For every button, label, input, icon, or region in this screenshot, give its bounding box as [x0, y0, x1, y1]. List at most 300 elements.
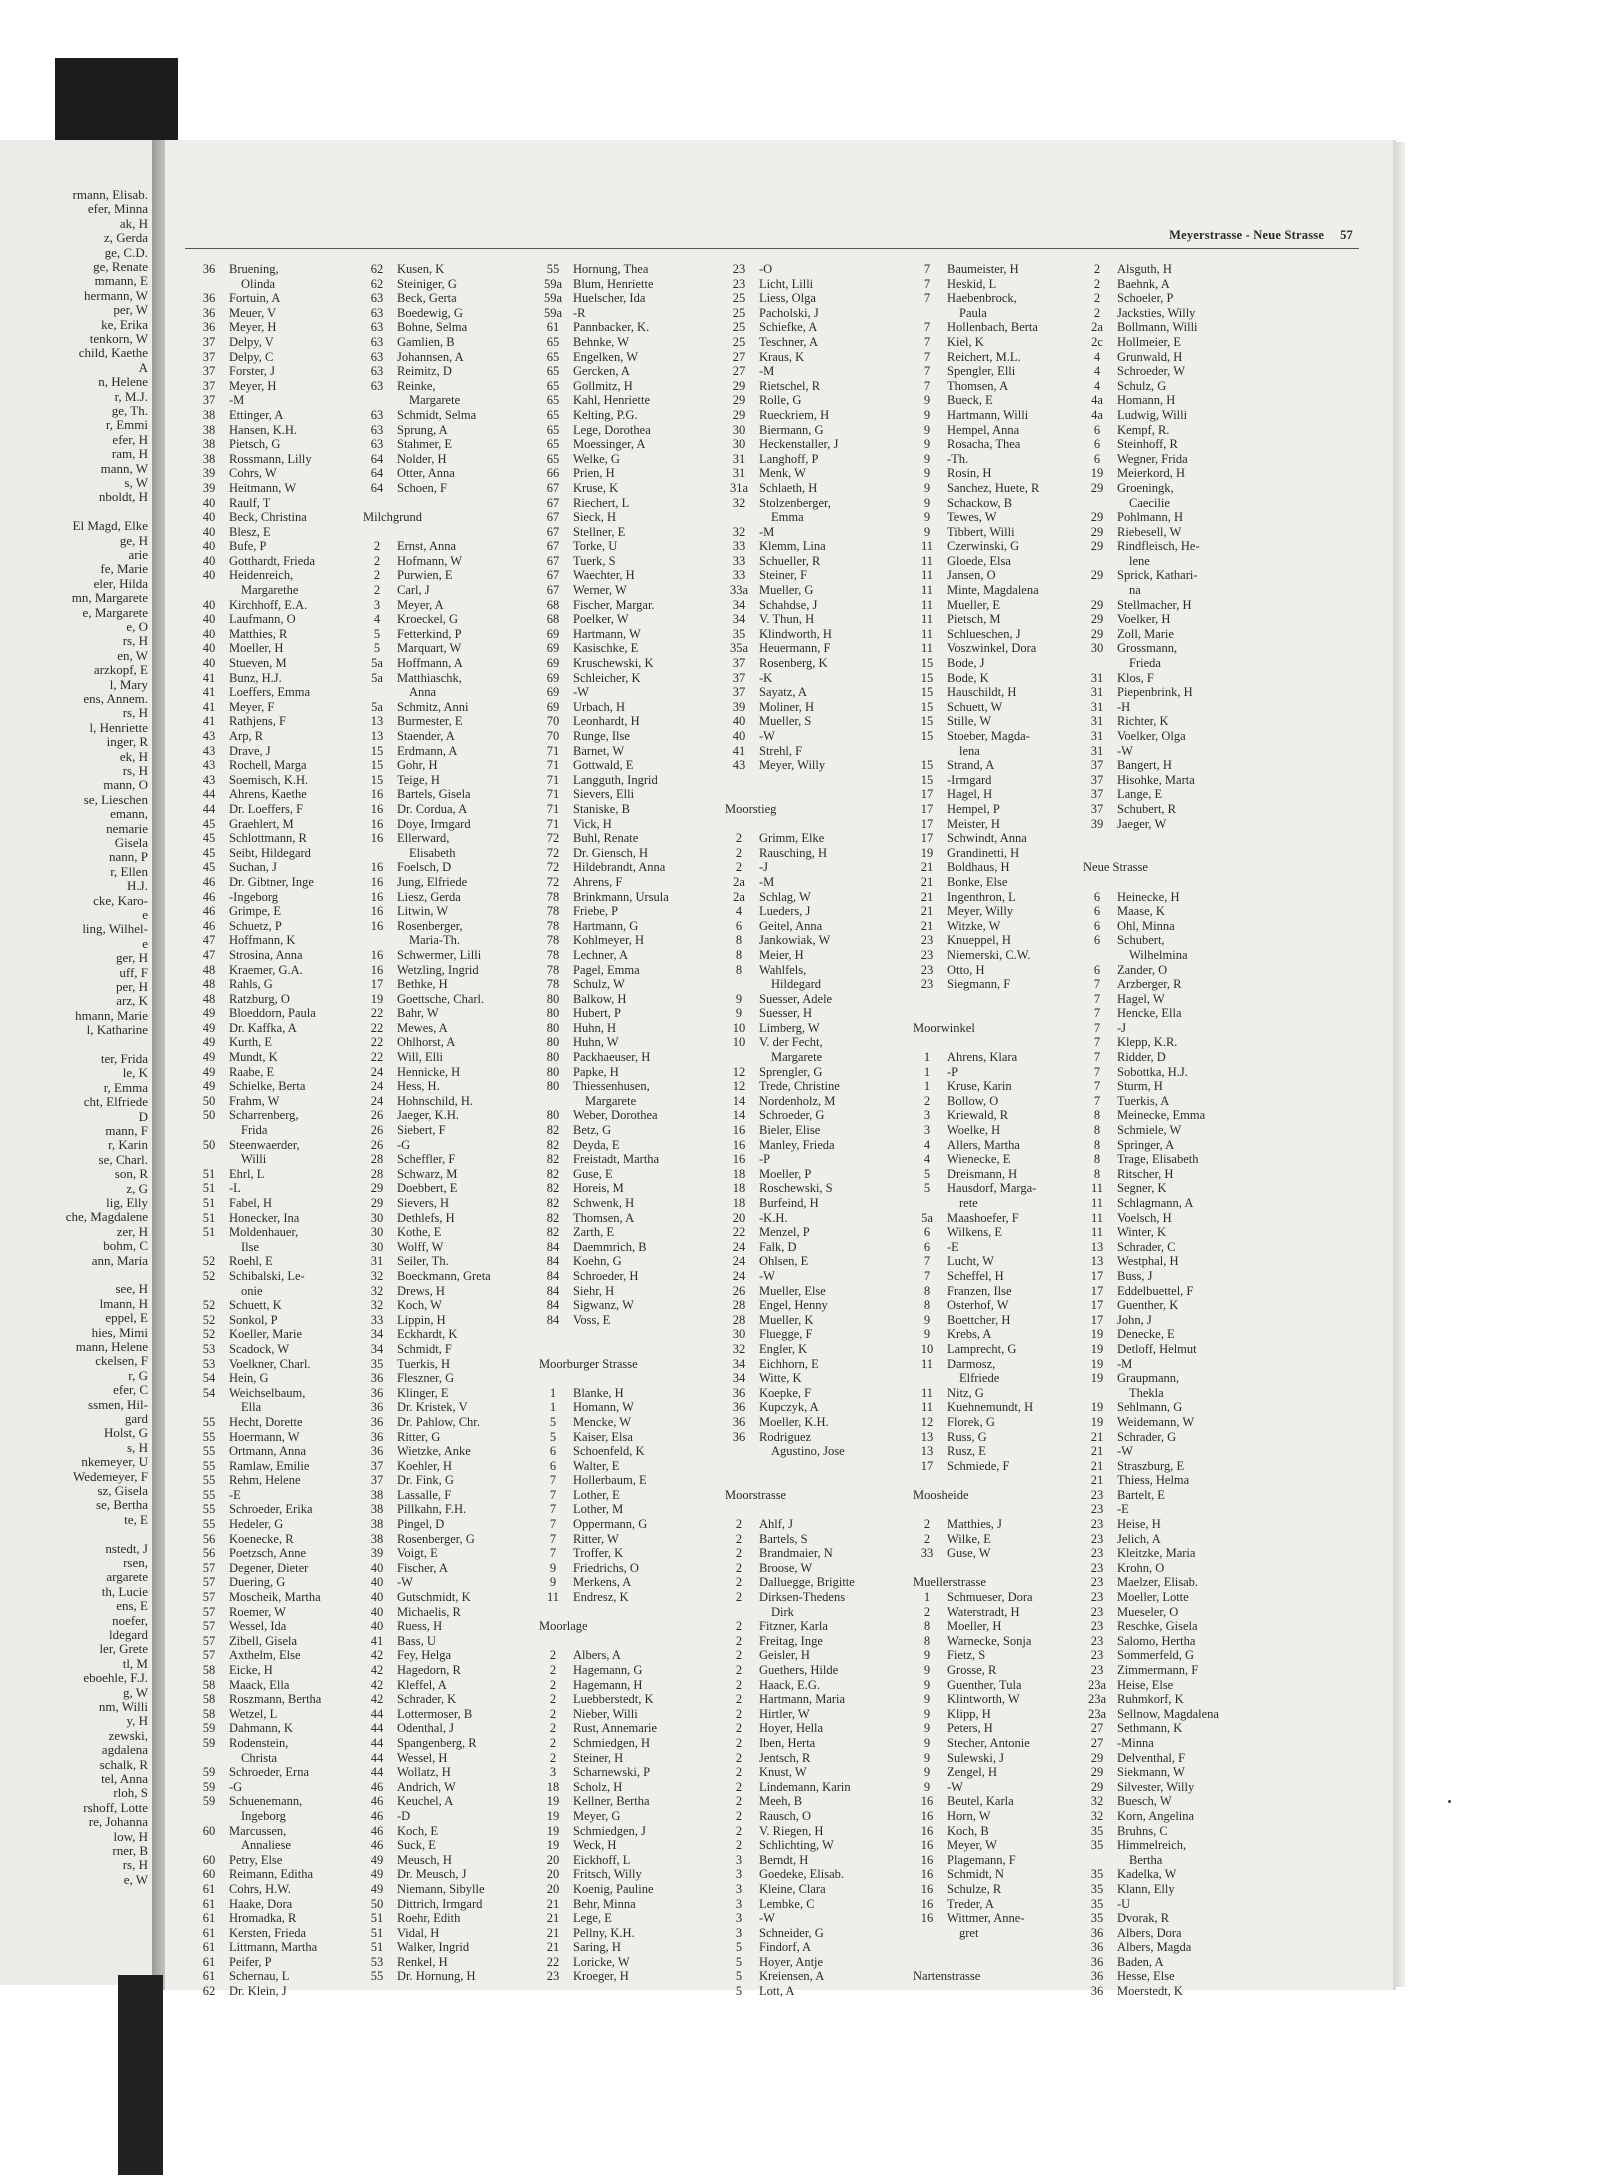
resident-name: Graehlert, M	[229, 816, 294, 831]
resident-name: Riechert, L	[573, 495, 630, 510]
house-number: 11	[920, 597, 934, 612]
resident-name: onie	[241, 1283, 263, 1298]
house-number: 29	[1090, 480, 1104, 495]
resident-name: Osterhof, W	[947, 1298, 1009, 1313]
resident-name: Bunz, H.J.	[229, 670, 282, 685]
resident-name: Strand, A	[947, 758, 995, 773]
resident-name: Mundt, K	[229, 1050, 278, 1065]
resident-name: Hess, H.	[397, 1079, 440, 1094]
resident-name: Hein, G	[229, 1371, 269, 1386]
left-page-line: nstedt, J	[105, 1540, 148, 1556]
house-number: 51	[370, 1940, 384, 1955]
resident-name: Roszmann, Bertha	[229, 1692, 322, 1707]
house-number: 3	[735, 1867, 743, 1882]
house-number: 6	[1093, 451, 1101, 466]
resident-name: Meusch, H	[397, 1852, 452, 1867]
resident-name: Gollmitz, H	[573, 378, 633, 393]
house-number: 23	[920, 962, 934, 977]
resident-name: Brandmaier, N	[759, 1546, 833, 1561]
resident-name: Kiel, K	[947, 334, 984, 349]
left-page-line: per, W	[113, 302, 148, 318]
resident-name: Dvorak, R	[1117, 1911, 1170, 1926]
house-number: 7	[923, 1268, 931, 1283]
resident-name: Meyer, Willy	[759, 758, 826, 773]
house-number: 36	[1090, 1969, 1104, 1984]
house-number: 2	[735, 1706, 743, 1721]
resident-name: Dittrich, Irmgard	[397, 1896, 483, 1911]
left-page-line: efer, C	[113, 1382, 148, 1398]
left-page-line: ter, Frida	[100, 1051, 148, 1066]
house-number: 29	[1090, 568, 1104, 583]
resident-name: Meinecke, Emma	[1117, 1108, 1206, 1123]
resident-name: Stueven, M	[229, 656, 287, 671]
house-number: 16	[370, 801, 384, 816]
resident-name: Tewes, W	[947, 510, 997, 525]
resident-name: Meyer, G	[573, 1808, 621, 1823]
house-number: 8	[923, 1633, 931, 1648]
house-number: 23	[1090, 1487, 1104, 1502]
resident-name: Buhl, Renate	[573, 831, 639, 846]
resident-name: Meuer, V	[229, 305, 277, 320]
house-number: 19	[1090, 1341, 1104, 1356]
house-number: 59	[202, 1765, 216, 1780]
resident-name: Rehm, Helene	[229, 1473, 301, 1488]
house-number: 40	[370, 1619, 384, 1634]
resident-name: Ettinger, A	[229, 407, 284, 422]
house-number: 60	[202, 1867, 216, 1882]
resident-name: Sigwanz, W	[573, 1298, 634, 1313]
left-page-line: sz, Gisela	[97, 1483, 148, 1498]
house-number: 2	[549, 1721, 557, 1736]
house-number: 5	[549, 1429, 557, 1444]
house-number: 15	[920, 772, 934, 787]
resident-name: Roehl, E	[229, 1254, 273, 1269]
house-number: 2	[549, 1692, 557, 1707]
house-number: 78	[546, 933, 560, 948]
house-number: 59	[202, 1735, 216, 1750]
house-number: 3	[373, 597, 381, 612]
resident-name: Wittmer, Anne-	[947, 1911, 1025, 1926]
resident-name: -G	[229, 1779, 243, 1794]
house-number: 40	[202, 539, 216, 554]
house-number: 15	[920, 758, 934, 773]
resident-name: Hansen, K.H.	[229, 422, 298, 437]
resident-name: Kersten, Frieda	[229, 1925, 307, 1940]
house-number: 35	[1090, 1838, 1104, 1853]
left-page-line: ssmen, Hil-	[88, 1396, 148, 1412]
resident-name: Waechter, H	[573, 568, 635, 583]
resident-name: Guenther, K	[1117, 1298, 1179, 1313]
house-number: 84	[546, 1239, 560, 1254]
house-number: 40	[202, 626, 216, 641]
resident-name: -P	[759, 1152, 771, 1167]
resident-name: Behnke, W	[573, 334, 630, 349]
resident-name: Waterstradt, H	[947, 1604, 1020, 1619]
resident-name: Foelsch, D	[397, 860, 452, 875]
resident-name: Kroeckel, G	[397, 612, 459, 627]
house-number: 23	[1090, 1590, 1104, 1605]
house-number: 33	[370, 1312, 384, 1327]
resident-name: Lembke, C	[759, 1896, 815, 1911]
house-number: 50	[202, 1137, 216, 1152]
resident-name: Arp, R	[229, 729, 264, 743]
resident-name: Troffer, K	[573, 1546, 624, 1561]
resident-name: Stellner, E	[573, 524, 626, 539]
house-number: 7	[1093, 977, 1101, 992]
house-number: 80	[546, 1006, 560, 1021]
resident-name: Schuetz, P	[229, 918, 282, 933]
resident-name: Kuehnemundt, H	[947, 1400, 1034, 1415]
resident-name: Grimm, Elke	[759, 831, 825, 846]
resident-name: Ritscher, H	[1117, 1166, 1174, 1181]
resident-name: Schlagmann, A	[1117, 1196, 1194, 1210]
house-number: 56	[202, 1531, 216, 1546]
resident-name: Hesse, Else	[1117, 1969, 1175, 1984]
house-number: 2	[735, 1765, 743, 1780]
resident-name: Sonkol, P	[229, 1312, 278, 1327]
resident-name: Renkel, H	[397, 1954, 448, 1969]
left-page-line: rs, H	[122, 1857, 148, 1873]
house-number: 7	[1093, 991, 1101, 1006]
resident-name: Ellerward,	[397, 831, 450, 846]
house-number: 24	[370, 1064, 384, 1079]
resident-name: Lott, A	[759, 1984, 795, 1999]
resident-name: John, J	[1117, 1312, 1152, 1327]
left-page-line: mann, F	[105, 1123, 148, 1138]
resident-name: Ingeborg	[241, 1808, 286, 1823]
resident-name: Daemmrich, B	[573, 1239, 647, 1254]
house-number: 11	[920, 1385, 934, 1400]
house-number: 29	[1090, 539, 1104, 554]
house-number: 24	[370, 1093, 384, 1108]
resident-name: Spangenberg, R	[397, 1735, 477, 1750]
house-number: 63	[370, 364, 384, 379]
resident-name: Westphal, H	[1117, 1254, 1179, 1269]
resident-name: Kurth, E	[229, 1035, 273, 1050]
resident-name: Doye, Irmgard	[397, 816, 471, 831]
resident-name: Geisler, H	[759, 1648, 810, 1663]
house-number: 26	[370, 1108, 384, 1123]
left-page-line: ge, C.D.	[104, 244, 148, 260]
house-number: 8	[735, 962, 743, 977]
house-number: 12	[732, 1079, 746, 1094]
left-page-line: te, E	[124, 1511, 148, 1527]
resident-name: Hagemann, H	[573, 1677, 643, 1692]
left-page-line: r, G	[128, 1367, 148, 1383]
house-number: 55	[202, 1458, 216, 1473]
resident-name: Raabe, E	[229, 1064, 275, 1079]
resident-name: Sayatz, A	[759, 685, 807, 700]
resident-name: Koch, W	[397, 1298, 442, 1313]
resident-name: Margarete	[585, 1093, 637, 1108]
house-number: 67	[546, 553, 560, 568]
resident-name: Klindworth, H	[759, 626, 832, 641]
house-number: 43	[202, 729, 216, 743]
resident-name: Burfeind, H	[759, 1196, 819, 1210]
house-number: 17	[1090, 1298, 1104, 1313]
house-number: 7	[923, 364, 931, 379]
binding-shadow-bottom	[118, 1975, 163, 2175]
resident-name: Mueller, S	[759, 714, 812, 729]
house-number: 21	[546, 1925, 560, 1940]
resident-name: Michaelis, R	[397, 1604, 461, 1619]
house-number: 23a	[1087, 1706, 1107, 1721]
house-number: 21	[546, 1940, 560, 1955]
resident-name: Zoll, Marie	[1117, 626, 1174, 641]
house-number: 7	[923, 276, 931, 291]
resident-name: Dr. Kristek, V	[397, 1400, 468, 1415]
resident-name: Haack, E.G.	[759, 1677, 821, 1692]
house-number: 7	[1093, 1079, 1101, 1094]
house-number: 80	[546, 991, 560, 1006]
house-number: 65	[546, 451, 560, 466]
resident-name: Doebbert, E	[397, 1181, 458, 1196]
resident-name: Drave, J	[229, 743, 271, 758]
resident-name: Wahlfels,	[759, 962, 807, 977]
resident-name: Sulewski, J	[947, 1750, 1004, 1765]
house-number: 2	[735, 1808, 743, 1823]
house-number: 61	[202, 1954, 216, 1969]
house-number: 58	[202, 1706, 216, 1721]
resident-name: Buesch, W	[1117, 1794, 1172, 1809]
left-page-line: rs, H	[122, 763, 148, 778]
house-number: 18	[546, 1779, 560, 1794]
house-number: 56	[202, 1546, 216, 1561]
house-number: 39	[370, 1546, 384, 1561]
resident-name: Voelker, H	[1117, 612, 1171, 627]
house-number: 58	[202, 1663, 216, 1677]
left-page-line: noefer,	[112, 1612, 148, 1628]
resident-name: Thomsen, A	[947, 378, 1009, 393]
house-number: 50	[202, 1093, 216, 1108]
resident-name: Riebesell, W	[1117, 524, 1182, 539]
left-page-line: s, H	[127, 1439, 148, 1455]
resident-name: Erdmann, A	[397, 743, 458, 758]
resident-name: Bode, J	[947, 656, 985, 671]
house-number: 37	[202, 364, 216, 379]
house-number: 84	[546, 1283, 560, 1298]
resident-name: Friedrichs, O	[573, 1560, 639, 1575]
house-number: 7	[549, 1502, 557, 1517]
house-number: 35	[1090, 1911, 1104, 1926]
house-number: 65	[546, 407, 560, 422]
resident-name: Hollerbaum, E	[573, 1473, 647, 1488]
resident-name: Wegner, Frida	[1117, 451, 1188, 466]
house-number: 30	[732, 1327, 746, 1342]
house-number: 10	[920, 1341, 934, 1356]
house-number: 15	[370, 772, 384, 787]
house-number: 2	[735, 845, 743, 860]
resident-name: Kraus, K	[759, 349, 805, 364]
left-page-line: ler, Grete	[99, 1641, 148, 1657]
page-edge	[1393, 142, 1405, 1987]
house-number: 33	[732, 539, 746, 554]
house-number: 80	[546, 1108, 560, 1123]
resident-name: Klepp, K.R.	[1117, 1035, 1178, 1050]
resident-name: Voelkner, Charl.	[229, 1356, 311, 1371]
resident-name: Jaeger, W	[1117, 816, 1167, 831]
resident-name: Kraemer, G.A.	[229, 962, 303, 977]
house-number: 49	[202, 1006, 216, 1021]
resident-name: Dr. Giensch, H	[573, 845, 648, 860]
house-number: 9	[923, 1692, 931, 1707]
binding-shadow-top	[55, 58, 178, 143]
resident-name: Franzen, Ilse	[947, 1283, 1012, 1298]
house-number: 7	[923, 262, 931, 276]
resident-name: Jacksties, Willy	[1117, 305, 1196, 320]
resident-name: Gamlien, B	[397, 334, 455, 349]
resident-name: Dr. Gibtner, Inge	[229, 874, 314, 889]
house-number: 42	[370, 1648, 384, 1663]
resident-name: Lange, E	[1117, 787, 1163, 802]
left-page-line: ckelsen, F	[95, 1353, 148, 1369]
house-number: 29	[370, 1181, 384, 1196]
house-number: 23	[546, 1969, 560, 1984]
left-page-line: ge, Th.	[111, 403, 148, 418]
resident-name: lena	[959, 743, 980, 758]
house-number: 67	[546, 495, 560, 510]
house-number: 32	[732, 495, 746, 510]
house-number: 71	[546, 801, 560, 816]
house-number: 16	[370, 831, 384, 846]
house-number: 51	[202, 1196, 216, 1210]
resident-name: Baehnk, A	[1117, 276, 1170, 291]
resident-name: Schwenk, H	[573, 1196, 635, 1210]
house-number: 46	[370, 1779, 384, 1794]
resident-name: Moessinger, A	[573, 437, 646, 452]
house-number: 57	[202, 1560, 216, 1575]
resident-name: Klipp, H	[947, 1706, 991, 1721]
house-number: 63	[370, 334, 384, 349]
resident-name: Hempel, P	[947, 801, 1000, 816]
resident-name: Rahls, G	[229, 977, 273, 992]
resident-name: Nolder, H	[397, 451, 447, 466]
house-number: 2	[923, 1517, 931, 1532]
resident-name: Meyer, H	[229, 378, 277, 393]
resident-name: Hoyer, Antje	[759, 1954, 824, 1969]
house-number: 32	[370, 1298, 384, 1313]
resident-name: Russ, G	[947, 1429, 987, 1444]
resident-name: Gohr, H	[397, 758, 438, 773]
house-number: 82	[546, 1225, 560, 1240]
resident-name: Schroeder, W	[1117, 364, 1185, 379]
house-number: 4	[923, 1137, 931, 1152]
street-name: Neue Strasse	[1083, 860, 1148, 875]
resident-name: Sprengler, G	[759, 1064, 823, 1079]
house-number: 36	[202, 262, 216, 276]
resident-name: Schmiede, F	[947, 1458, 1010, 1473]
resident-name: Dahmann, K	[229, 1721, 293, 1736]
house-number: 52	[202, 1268, 216, 1283]
resident-name: Klann, Elly	[1117, 1881, 1175, 1896]
house-number: 36	[370, 1400, 384, 1415]
resident-name: Fetterkind, P	[397, 626, 462, 641]
resident-name: Kellner, Bertha	[573, 1794, 650, 1809]
house-number: 58	[202, 1677, 216, 1692]
house-number: 26	[370, 1123, 384, 1138]
house-number: 6	[1093, 933, 1101, 948]
left-page-line: cke, Karo-	[93, 892, 148, 908]
house-number: 7	[923, 349, 931, 364]
house-number: 69	[546, 641, 560, 656]
resident-name: Kupczyk, A	[759, 1400, 819, 1415]
house-number: 70	[546, 729, 560, 743]
house-number: 80	[546, 1035, 560, 1050]
left-page-line: le, K	[122, 1065, 148, 1081]
house-number: 2a	[733, 889, 745, 904]
house-number: 64	[370, 480, 384, 495]
resident-name: Drews, H	[397, 1283, 445, 1298]
left-page-line: tl, M	[122, 1655, 148, 1671]
house-number: 32	[1090, 1808, 1104, 1823]
house-number: 16	[370, 874, 384, 889]
house-number: 46	[202, 874, 216, 889]
resident-name: Thomsen, A	[573, 1210, 635, 1225]
resident-name: Ohlsen, E	[759, 1254, 809, 1269]
resident-name: Pingel, D	[397, 1517, 445, 1532]
resident-name: Otter, Anna	[397, 466, 455, 481]
house-number: 49	[202, 1050, 216, 1065]
resident-name: Meeh, B	[759, 1794, 803, 1809]
house-number: 36	[1090, 1954, 1104, 1969]
house-number: 2	[735, 1590, 743, 1605]
house-number: 2	[549, 1663, 557, 1677]
resident-name: Dirk	[771, 1604, 794, 1619]
house-number: 8	[735, 947, 743, 962]
left-page-line: H.J.	[127, 878, 148, 894]
left-page-line: ak, H	[119, 215, 148, 231]
left-page-line: e, O	[126, 619, 148, 634]
street-name: Moorstrasse	[725, 1487, 787, 1502]
resident-name: Heidenreich,	[229, 568, 294, 583]
house-number: 7	[923, 1254, 931, 1269]
house-number: 64	[370, 466, 384, 481]
left-page-line: se, Charl.	[98, 1151, 148, 1167]
house-number: 71	[546, 816, 560, 831]
resident-name: Mencke, W	[573, 1414, 632, 1429]
resident-name: Homann, H	[1117, 393, 1176, 408]
resident-name: Findorf, A	[759, 1940, 812, 1955]
resident-name: Wessel, H	[397, 1750, 448, 1765]
house-number: 27	[732, 364, 746, 379]
resident-name: Ritter, G	[397, 1429, 441, 1444]
house-number: 23	[1090, 1633, 1104, 1648]
resident-name: Kahl, Henriette	[573, 393, 651, 408]
resident-name: Scholz, H	[573, 1779, 623, 1794]
house-number: 27	[1090, 1735, 1104, 1750]
street-name: Moorwinkel	[913, 1020, 975, 1035]
house-number: 8	[923, 1298, 931, 1313]
resident-name: Rodenstein,	[229, 1735, 289, 1750]
left-page-line: y, H	[126, 1713, 148, 1729]
left-page-line: rloh, S	[113, 1785, 148, 1801]
house-number: 5a	[371, 670, 383, 685]
resident-name: Sehlmann, G	[1117, 1400, 1183, 1415]
resident-name: Scharrenberg,	[229, 1108, 299, 1123]
house-number: 30	[732, 422, 746, 437]
resident-name: Stille, W	[947, 714, 992, 729]
house-number: 2	[1093, 291, 1101, 306]
resident-name: Siehr, H	[573, 1283, 615, 1298]
resident-name: Will, Elli	[397, 1050, 444, 1065]
resident-name: -K.H.	[759, 1210, 788, 1225]
street-name: Nartenstrasse	[913, 1969, 981, 1984]
house-number: 17	[1090, 1312, 1104, 1327]
house-number: 2	[735, 1531, 743, 1546]
resident-name: Dalluegge, Brigitte	[759, 1575, 855, 1590]
resident-name: Welke, G	[573, 451, 620, 466]
left-page-line: ge, Renate	[93, 259, 148, 274]
